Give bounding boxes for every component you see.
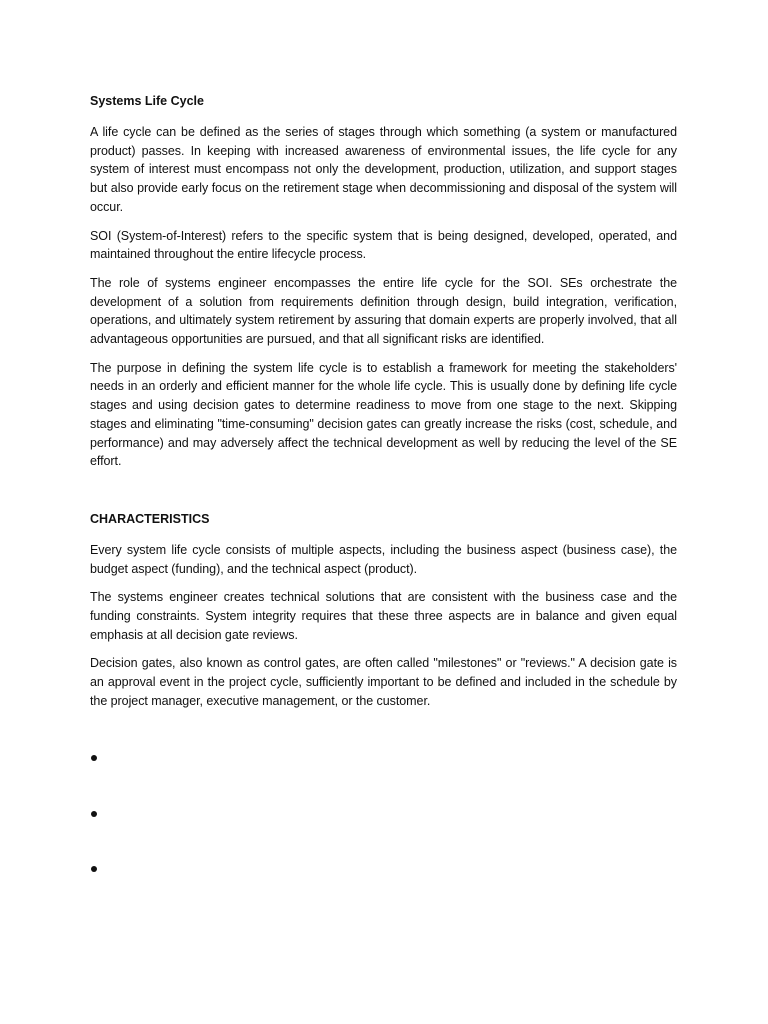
document-page — [90, 93, 677, 721]
paragraph-purpose-of-life-cycle: The purpose in defining the system life cycle is to establish a framework for meeting the stakeholders' needs in an orderly and efficient manner for the whole life cycle. This is usually done by defining life cycle stages and using decision gates to determine readiness to move from one stage to the next. Skipping stages and eliminating "time-consuming" decision gates can greatly increase the risks (cost, schedule, and performance) and may adversely affect the technical development as well by reducing the level of the SE effort. — [90, 360, 677, 469]
paragraph-soi-definition: SOI (System-of-Interest) refers to the specific system that is being designed, developed, operated, and maintained throughout the entire lifecycle process. — [90, 228, 677, 262]
bullet-icon — [91, 811, 97, 817]
section-title-systems-life-cycle: Systems Life Cycle — [90, 94, 204, 108]
paragraph-technical-solutions: The systems engineer creates technical solutions that are consistent with the business case and the funding constraints. System integrity requires that these three aspects are in balance and given equal emphasis at all decision gate reviews. — [90, 590, 677, 642]
paragraph-decision-gates: Decision gates, also known as control gates, are often called "milestones" or "reviews." A decision gate is an approval event in the project cycle, sufficiently important to be defined and included in the schedule by the project manager, executive management, or the customer. — [90, 656, 677, 708]
paragraph-role-of-systems-engineer: The role of systems engineer encompasses the entire life cycle for the SOI. SEs orchestrate the development of a solution from requirements definition through design, build integration, verification, operations, and ultimately system retirement by assuring that domain experts are properly involved, that all advantageous opportunities are pursued, and that all significant risks are identified. — [90, 275, 677, 347]
paragraph-life-cycle-aspects: Every system life cycle consists of multiple aspects, including the business aspect (business case), the budget aspect (funding), and the technical aspect (product). — [90, 542, 677, 576]
section-spacer — [90, 481, 677, 511]
bullet-icon — [91, 866, 97, 872]
section-title-characteristics: CHARACTERISTICS — [90, 511, 210, 526]
bullet-icon — [91, 755, 97, 761]
paragraph-life-cycle-definition: A life cycle can be defined as the series of stages through which something (a system or manufactured product) passes. In keeping with increased awareness of environmental issues, the life cycle for any system of interest must encompass not only the development, production, utilization, and support stages but also provide early focus on the retirement stage when decommissioning and disposal of the system will occur. — [90, 125, 677, 214]
